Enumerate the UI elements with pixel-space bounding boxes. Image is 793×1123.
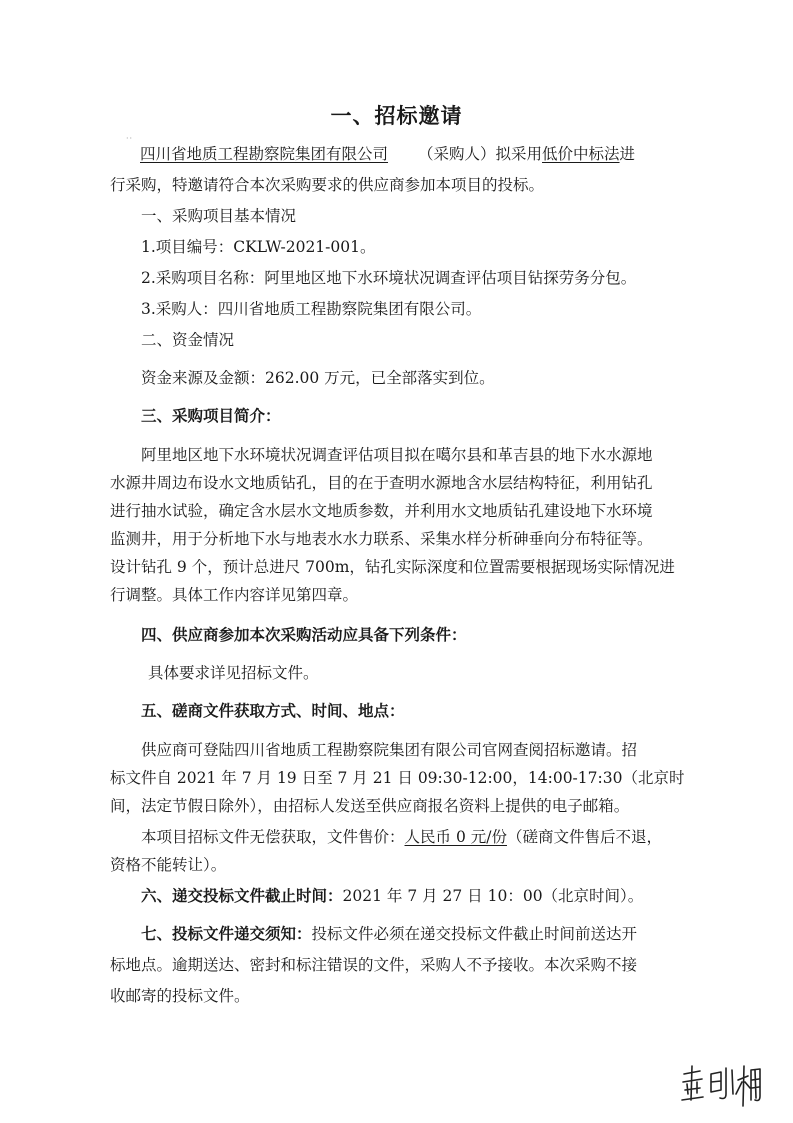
document-price: 人民币 0 元/份 [404, 828, 507, 846]
section-3-line: 水源井周边布设水文地质钻孔，目的在于查明水源地含水层结构特征，利用钻孔 [110, 474, 653, 492]
section-3-line: 阿里地区地下水环境状况调查评估项目拟在噶尔县和革吉县的地下水水源地 [141, 446, 653, 464]
section-1-item-2: 2.采购项目名称：阿里地区地下水环境状况调查评估项目钻探劳务分包。 [141, 269, 637, 287]
section-5-line: 间，法定节假日除外），由招标人发送至供应商报名资料上提供的电子邮箱。 [110, 797, 630, 815]
section-4-heading: 四、供应商参加本次采购活动应具备下列条件： [141, 626, 467, 644]
deadline-text: 2021 年 7 月 27 日 10：00（北京时间）。 [342, 887, 644, 905]
section-6-heading: 六、递交投标文件截止时间： [141, 887, 343, 905]
section-3-line: 监测井，用于分析地下水与地表水水力联系、采集水样分析砷垂向分布特征等。 [110, 530, 653, 548]
section-3-heading: 三、采购项目简介： [141, 407, 281, 425]
purchaser-name: 四川省地质工程勘察院集团有限公司 [140, 145, 389, 163]
page-title: 一、招标邀请 [330, 104, 463, 128]
handwritten-signature [678, 1060, 763, 1110]
section-2-text: 资金来源及金额：262.00 万元，已全部落实到位。 [141, 369, 495, 387]
section-5-fee-line-2: 资格不能转让）。 [110, 856, 227, 874]
section-3-line: 行调整。具体工作内容详见第四章。 [110, 586, 359, 604]
section-3-line: 进行抽水试验，确定含水层水文地质参数，并利用水文地质钻孔建设地下水环境 [110, 502, 653, 520]
intro-line-1 [110, 144, 670, 164]
section-5-heading: 五、磋商文件获取方式、时间、地点： [141, 702, 405, 720]
section-1-item-1: 1.项目编号：CKLW-2021-001。 [141, 238, 376, 256]
section-2-heading: 二、资金情况 [141, 331, 235, 349]
section-1-item-3: 3.采购人：四川省地质工程勘察院集团有限公司。 [141, 300, 482, 318]
section-5-line: 供应商可登陆四川省地质工程勘察院集团有限公司官网查阅招标邀请。招 [141, 741, 638, 759]
section-5-line: 标文件自 2021 年 7 月 19 日至 7 月 21 日 09:30-12:00，14:00-17:30（北京时 [110, 769, 685, 787]
section-7-line-1: 七、投标文件递交须知：投标文件必须在递交投标文件截止时间前送达开 [141, 925, 638, 943]
section-1-heading: 一、采购项目基本情况 [141, 207, 297, 225]
procurement-method: 低价中标法 [542, 145, 620, 163]
section-7-heading: 七、投标文件递交须知： [141, 925, 312, 943]
purchaser-role: （采购人）拟采用 [418, 145, 543, 163]
section-7-line-2: 标地点。逾期送达、密封和标注错误的文件，采购人不予接收。本次采购不接 [110, 956, 638, 974]
section-7-line-3: 收邮寄的投标文件。 [110, 987, 250, 1005]
section-4-text: 具体要求详见招标文件。 [148, 664, 319, 682]
section-6-line [110, 886, 701, 906]
section-5-fee-line: 本项目招标文件无偿获取，文件售价：人民币 0 元/份（磋商文件售后不退， [141, 828, 662, 846]
intro-line-2: 行采购，特邀请符合本次采购要求的供应商参加本项目的投标。 [110, 176, 545, 194]
section-3-line: 设计钻孔 9 个，预计总进尺 700m，钻孔实际深度和位置需要根据现场实际情况进 [110, 558, 675, 576]
intro-suffix: 进 [619, 145, 636, 163]
margin-mark: ·· [126, 134, 134, 143]
